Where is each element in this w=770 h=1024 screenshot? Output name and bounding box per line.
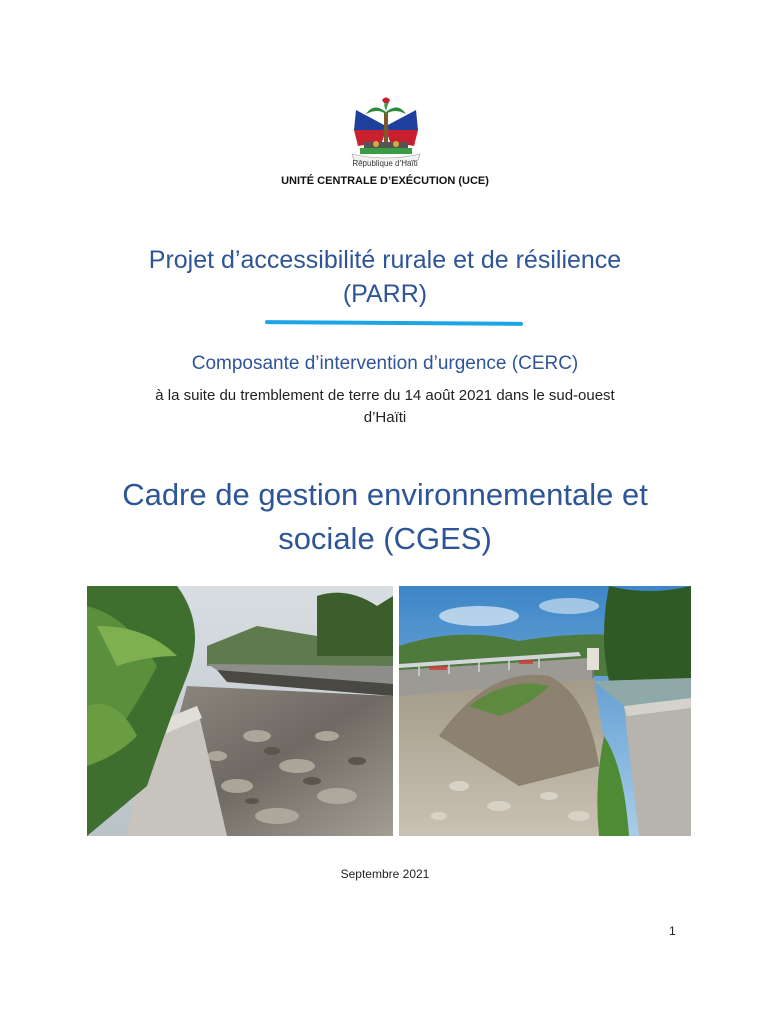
document-title-line2: sociale (CGES) [278,521,492,556]
document-title [60,473,710,561]
component-title: Composante d’intervention d’urgence (CERC) [191,353,579,374]
project-title [60,243,710,311]
haiti-coat-of-arms-icon [346,96,426,162]
component-subtitle [90,385,680,429]
title-divider [265,320,523,326]
project-title-line2: (PARR) [342,280,428,308]
agency-label: UNITÉ CENTRALE D’EXÉCUTION (UCE) [281,175,489,187]
project-title-line1: Projet d’accessibilité rurale et de résilience [148,246,622,274]
component-subtitle-line2: d’Haïti [363,409,407,426]
republic-label: République d’Haïti [352,159,418,168]
document-title-line1: Cadre de gestion environnementale et [122,477,648,512]
component-subtitle-line1: à la suite du tremblement de terre du 14 août 2021 dans le sud-ouest [155,387,615,404]
publication-date: Septembre 2021 [340,867,430,881]
damaged-road-photo [87,586,393,836]
page-number: 1 [669,924,676,938]
damaged-bridge-photo [399,586,691,836]
